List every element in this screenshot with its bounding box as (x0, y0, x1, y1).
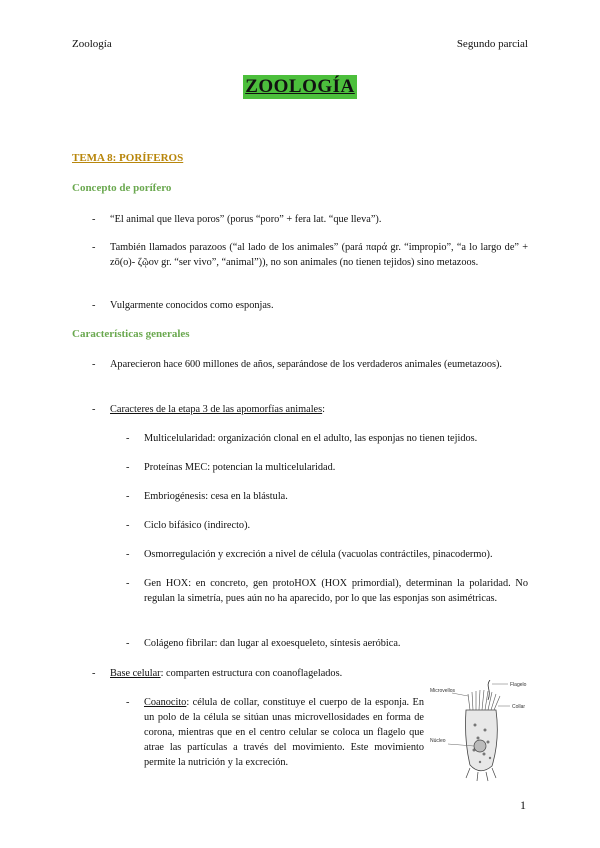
page-number: 1 (520, 798, 526, 812)
caracteristicas-heading: Características generales (72, 328, 190, 340)
dash: - (126, 520, 130, 531)
caract-item-2 (92, 402, 528, 417)
subitem-3 (126, 489, 528, 504)
dash: - (92, 359, 96, 370)
dash: - (126, 462, 130, 473)
subitem-7 (126, 636, 528, 651)
caract-item-3 (92, 666, 528, 681)
concepto-item-2 (92, 240, 528, 270)
dash: - (126, 433, 130, 444)
subitem-1-text: Multicelularidad: organización clonal en el adulto, las esponjas no tienen tejidos. (144, 433, 478, 444)
header-left: Zoología (72, 38, 112, 50)
caract-item-2-label: Caracteres de la etapa 3 de las apomorfías animales (110, 404, 323, 415)
dash: - (92, 300, 96, 311)
concepto-item-3 (92, 298, 528, 313)
subitem-7-text: Colágeno fibrilar: dan lugar al exoesqueleto, síntesis aeróbica. (144, 638, 401, 649)
coanocito-text: : célula de collar, constituye el cuerpo de la esponja. En un polo de la célula se sitúan unas microvellosidades en forma de corona, mientras que en el centro celular se coloca un flagelo que atrae las partículas a través del movimiento. Este movimiento permite la nutrición y la excreción. (144, 697, 424, 768)
collar-microvilli (468, 690, 500, 710)
nucleus (474, 740, 486, 752)
coanocito-item (126, 695, 424, 770)
label-collar: Collar (512, 704, 526, 710)
subitem-2-text: Proteínas MEC: potencian la multicelularidad. (144, 462, 336, 473)
label-flagelo: Flagelo (510, 682, 527, 688)
dash: - (126, 697, 130, 708)
subitem-3-text: Embriogénesis: cesa en la blástula. (144, 491, 288, 502)
tema-heading: TEMA 8: PORÍFEROS (72, 152, 184, 164)
concepto-item-1 (92, 212, 528, 227)
dash: - (92, 214, 96, 225)
caract-item-1 (92, 357, 528, 372)
dash: - (92, 242, 96, 253)
header-right: Segundo parcial (456, 38, 528, 50)
page-title: ZOOLOGÍA (245, 76, 355, 97)
flagelo-line (488, 680, 490, 700)
subitem-6 (126, 576, 528, 606)
subitem-2 (126, 460, 528, 475)
coanocito-figure (430, 680, 530, 782)
caract-item-1-text: Aparecieron hace 600 millones de años, separándose de los verdaderos animales (eumetazoos). (110, 359, 502, 370)
dash: - (92, 404, 96, 415)
caract-item-3-label: Base celular (110, 668, 161, 679)
dash: - (126, 491, 130, 502)
concepto-item-3-text: Vulgarmente conocidos como esponjas. (110, 300, 274, 311)
concepto-heading: Concepto de porífero (72, 182, 172, 194)
subitem-6-text: Gen HOX: en concreto, gen protoHOX (HOX primordial), determinan la polaridad. No regulan la simetría, pues aún no ha aparecido, por lo que las esponjas son asimétricas. (144, 578, 528, 604)
dash: - (126, 549, 130, 560)
dash: - (126, 638, 130, 649)
dash: - (92, 668, 96, 679)
page-title-wrap (0, 75, 600, 99)
dash: - (126, 578, 130, 589)
label-microvellosidades: Microvellos (430, 688, 456, 694)
subitem-5 (126, 547, 528, 562)
subitem-4-text: Ciclo bifásico (indirecto). (144, 520, 251, 531)
subitem-5-text: Osmorregulación y excreción a nivel de célula (vacuolas contráctiles, pinacodermo). (144, 549, 493, 560)
concepto-item-1-text: “El animal que lleva poros” (porus “poro” + fera lat. “que lleva”). (110, 214, 382, 225)
subitem-4 (126, 518, 528, 533)
caract-item-3-text: : comparten estructura con coanoflagelados. (160, 668, 343, 679)
label-nucleo: Núcleo (430, 738, 446, 744)
coanocito-label: Coanocito (144, 697, 187, 708)
subitem-1 (126, 431, 528, 446)
concepto-item-2-text: También llamados parazoos (“al lado de los animales” (pará παρά gr. “impropio”, “a lo largo de” + zō(o)- ζῷον gr. “ser vivo”, “animal”)), no son animales (no tienen tejidos) sino metazoos. (110, 242, 528, 268)
caract-item-2-suffix: : (322, 404, 326, 415)
